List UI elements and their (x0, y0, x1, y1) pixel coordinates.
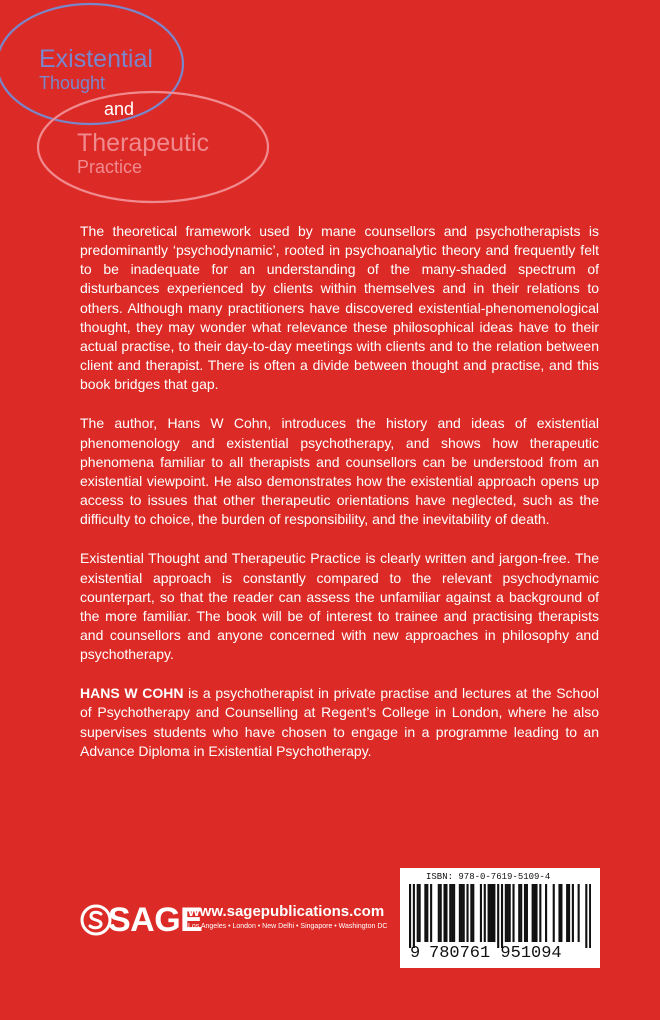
barcode-bar (472, 884, 474, 942)
title-existential: Existential (39, 45, 153, 73)
barcode-bar (545, 884, 547, 942)
barcode-bar (491, 884, 493, 942)
title-practice: Practice (77, 157, 143, 177)
barcode-bar (524, 884, 526, 942)
barcode-bar (449, 884, 451, 942)
barcode-bar (534, 884, 536, 942)
barcode-bar (493, 884, 495, 942)
barcode-bar (553, 884, 555, 942)
overlapping-rings-icon (0, 0, 270, 215)
barcode-bar (459, 884, 461, 942)
barcode-bar (440, 884, 442, 942)
blurb-paragraph-2: The author, Hans W Cohn, introduces the history and ideas of existential phenomenology and existential psychotherapy, and shows how therapeutic phenomena familiar to all therapists and counsellors can be understood from an existential viewpoint. He also demonstrates how the existential approach opens up access to issues that other therapeutic orientations have neglected, such as the difficulty to choice, the burden of responsibility, and the inevitability of death. (80, 415, 599, 528)
barcode-bar (438, 884, 440, 942)
barcode-bar (424, 884, 426, 942)
back-cover-text (80, 222, 599, 781)
barcode-bar (566, 884, 568, 942)
barcode-bar (461, 884, 463, 942)
barcode-bar (489, 884, 491, 942)
author-name: HANS W COHN (80, 685, 184, 702)
barcode-bar (512, 884, 514, 942)
blurb-paragraph-1: The theoretical framework used by mane counsellors and psychotherapists is predominantly ‘psychodynamic’, rooted in psychoanalytic theory and frequently felt to be inadequate for an understanding of the many-shaded spectrum of disturbances experienced by clients within themselves and in their relations to others. Although many practitioners have discovered existential-phenomenological thought, they may wonder what relevance these philosophical ideas have to their actual practise, to their day-to-day meetings with clients and to the relation between client and therapist. There is often a divide between thought and practise, and this book bridges that gap. (80, 223, 599, 393)
barcode-first-digit: 9 (410, 944, 421, 963)
title-thought: Thought (39, 73, 106, 93)
publisher-imprint (80, 902, 400, 946)
barcode-bar (463, 884, 465, 942)
barcode-bar (505, 884, 507, 942)
barcode-bar (451, 884, 453, 942)
title-and: and (104, 99, 135, 119)
barcode-bar (507, 884, 509, 942)
barcode-bar (532, 884, 534, 942)
barcode-bar (585, 884, 587, 948)
barcode-digits: 780761 951094 (429, 944, 562, 963)
barcode-bar (539, 884, 541, 942)
publisher-website[interactable]: www.sagepublications.com (188, 903, 385, 920)
barcode-bar (501, 884, 503, 948)
publisher-cities: Los Angeles • London • New Delhi • Singapore • Washington DC (188, 923, 388, 930)
barcode-bar (426, 884, 428, 942)
barcode-bar (430, 884, 432, 942)
barcode-bar (417, 884, 419, 942)
barcode-bar (409, 884, 411, 948)
barcode-bar (509, 884, 511, 942)
barcode-bar (466, 884, 468, 942)
barcode-bar (535, 884, 537, 942)
barcode-bar (413, 884, 415, 948)
author-bio (80, 684, 599, 761)
barcode-bar (470, 884, 472, 942)
barcode-bar (497, 884, 499, 948)
barcode-bar (419, 884, 421, 942)
barcode-bar (484, 884, 486, 942)
isbn-label: ISBN: 978-0-7619-5109-4 (426, 872, 551, 882)
barcode-bar (445, 884, 447, 942)
barcode-bar (526, 884, 528, 942)
barcode-bar (560, 884, 562, 942)
title-logo (0, 0, 270, 215)
barcode-bar (443, 884, 445, 942)
blurb-paragraph-3: Existential Thought and Therapeutic Practice is clearly written and jargon-free. The existential approach is constantly compared to the relevant psychodynamic counterpart, so that the reader can assess the unfamiliar against a background of the more familiar. The book will be of interest to trainee and practising therapists and counsellors and anyone concerned with new approaches in philosophy and psychotherapy. (80, 550, 599, 663)
barcode-bar (572, 884, 574, 942)
publisher-name: SAGE (108, 901, 203, 939)
barcode-bar (480, 884, 482, 942)
barcode-bar (578, 884, 580, 942)
barcode-panel (400, 868, 600, 968)
barcode-bar (520, 884, 522, 942)
barcode-bar (488, 884, 490, 942)
title-therapeutic: Therapeutic (77, 129, 210, 157)
barcode-bar (589, 884, 591, 948)
barcode-bar (558, 884, 560, 942)
barcode-bar (568, 884, 570, 942)
author-bio-text: is a psychotherapist in private practise and lectures at the School of Psychotherapy and Counselling at Regent’s College in London, where he also supervises students who have chosen to engage in a programme leading to an Advance Diploma in Existential Psychotherapy. (80, 685, 600, 759)
barcode-bar (518, 884, 520, 942)
barcode-bar (453, 884, 455, 942)
